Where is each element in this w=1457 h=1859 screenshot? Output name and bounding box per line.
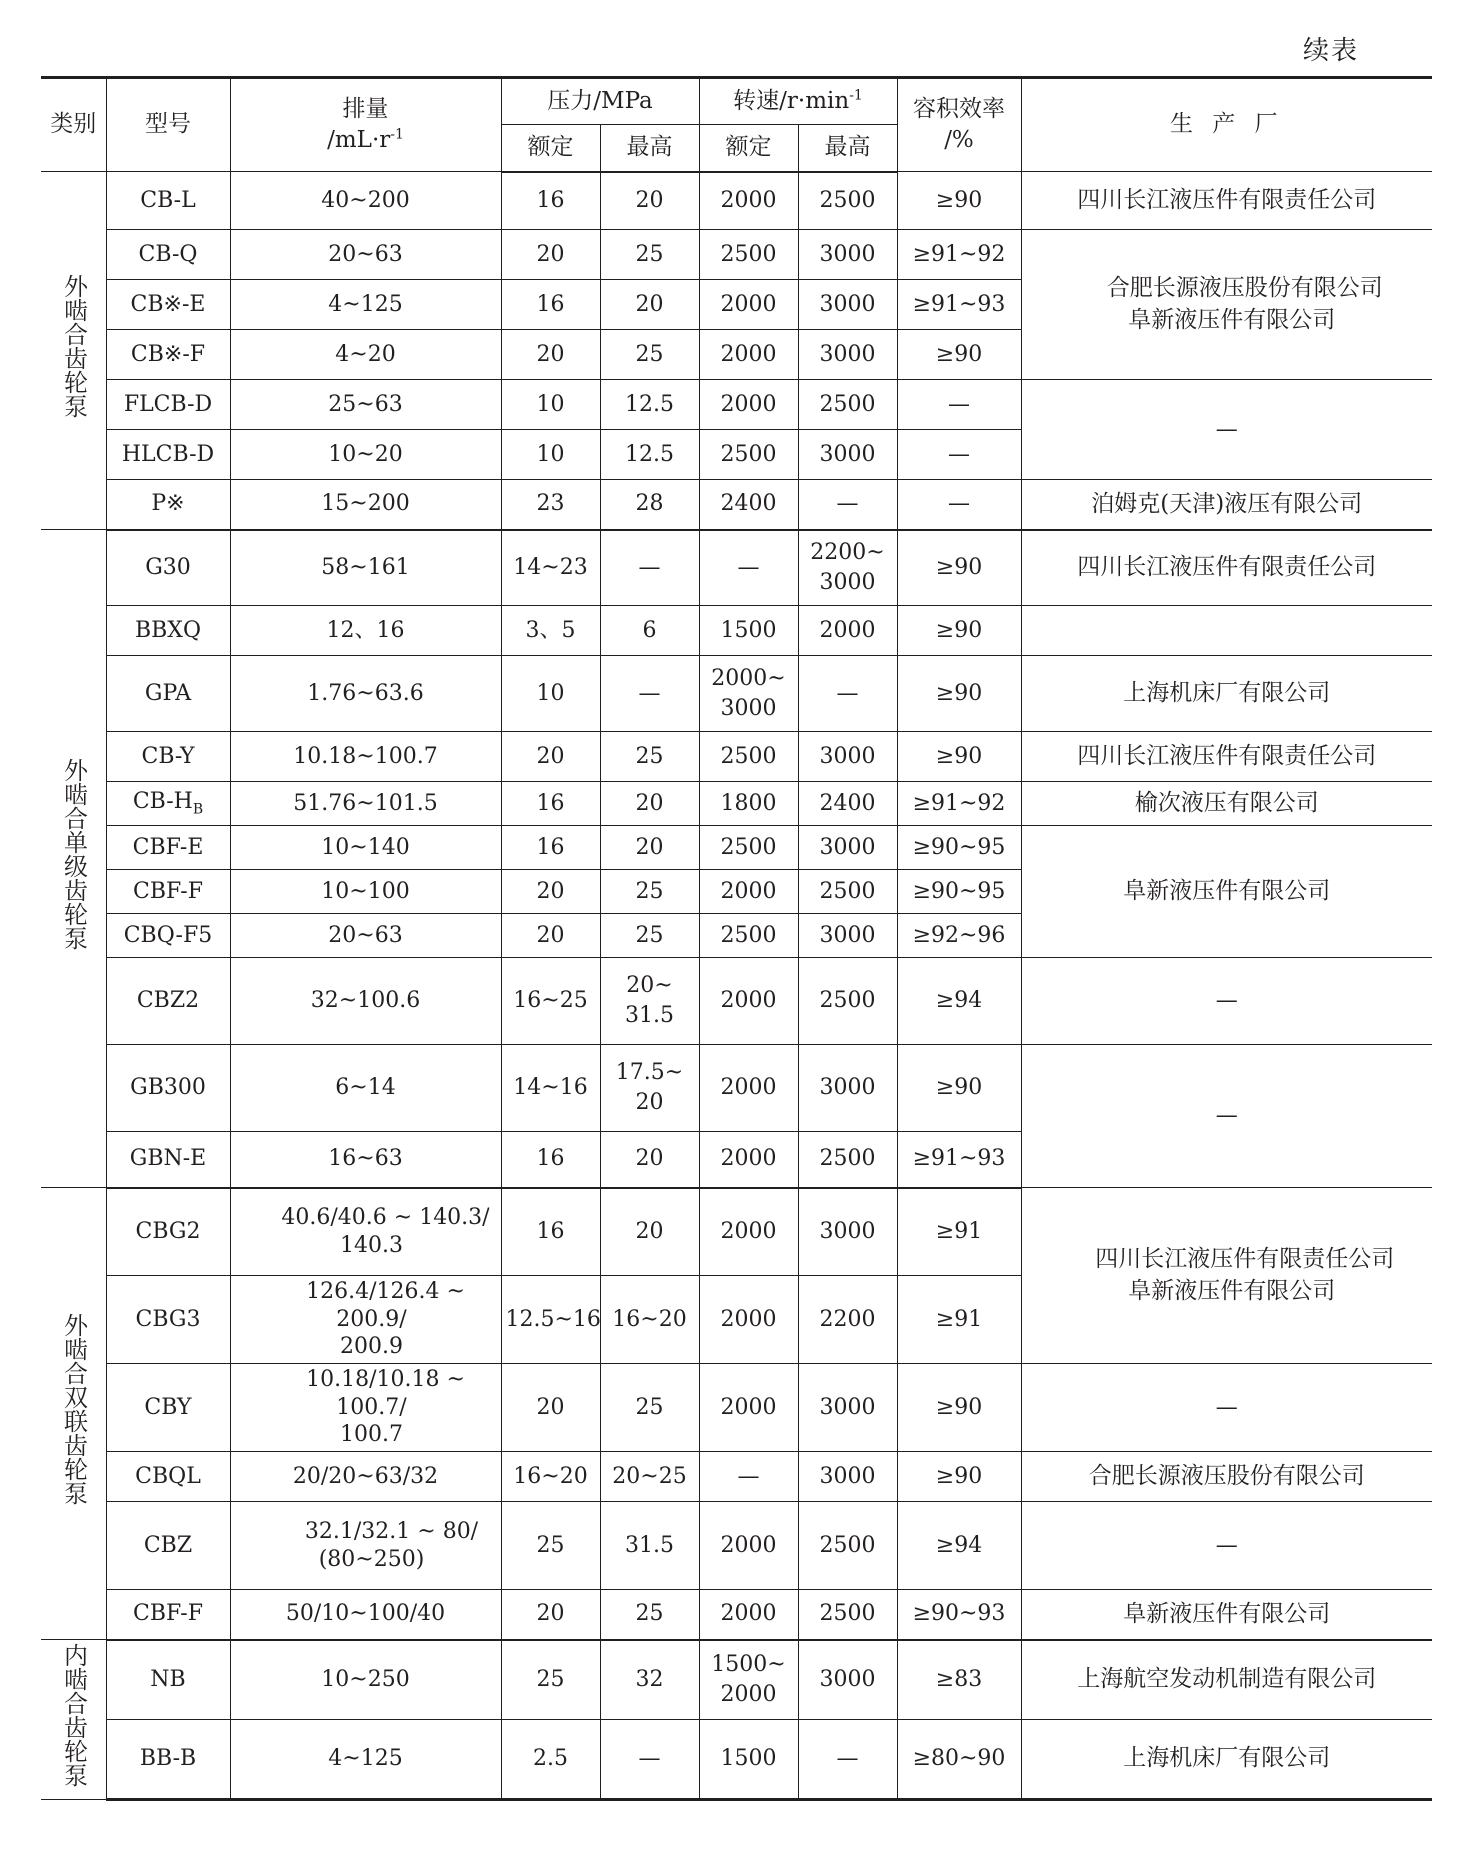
manufacturer-cell: 上海机床厂有限公司	[1021, 1720, 1432, 1800]
pressure-rated-cell: 14~16	[501, 1045, 600, 1132]
displacement-line: (80~250)	[318, 1546, 425, 1572]
speed-max-cell: 3000	[798, 826, 897, 870]
manufacturer-cell: 榆次液压有限公司	[1021, 782, 1432, 826]
pressure-max-cell: 16~20	[600, 1276, 699, 1364]
speed-rated-cell: 1500	[699, 1720, 798, 1800]
pressure-rated-cell: 16	[501, 782, 600, 826]
model-cell: CB-Q	[106, 230, 230, 280]
manufacturer-cell: 合肥长源液压股份有限公司	[1021, 1452, 1432, 1502]
pressure-rated-cell: 16~25	[501, 958, 600, 1045]
pressure-rated-cell: 20	[501, 230, 600, 280]
efficiency-cell: ≥90	[897, 606, 1021, 656]
speed-max-cell: 3000	[798, 230, 897, 280]
category-cell	[41, 530, 106, 1188]
displacement-cell: 4~125	[230, 1720, 501, 1800]
header-displacement-unit: /mL·r	[327, 127, 391, 153]
pressure-rated-cell: 10	[501, 656, 600, 732]
displacement-cell: 10~250	[230, 1640, 501, 1720]
speed-max-cell: —	[798, 1720, 897, 1800]
category-label: 内啮合齿轮泵	[59, 1643, 88, 1788]
pressure-max-cell: 25	[600, 230, 699, 280]
pressure-rated-cell: 10	[501, 430, 600, 480]
speed-rated-cell: 2000	[699, 1364, 798, 1452]
speed-max-cell: 3000	[798, 1188, 897, 1276]
displacement-cell: 58~161	[230, 530, 501, 606]
efficiency-cell: ≥90	[897, 732, 1021, 782]
pressure-max-cell: 25	[600, 1364, 699, 1452]
manufacturer-cell: 阜新液压件有限公司	[1021, 1590, 1432, 1640]
pressure-max-cell: 25	[600, 1590, 699, 1640]
manufacturer-cell	[1021, 606, 1432, 656]
model-cell: CBQ-F5	[106, 914, 230, 958]
efficiency-cell: ≥80~90	[897, 1720, 1021, 1800]
category-label: 外啮合齿轮泵	[59, 274, 88, 419]
efficiency-cell: ≥94	[897, 1502, 1021, 1590]
speed-max-cell: 2500	[798, 1132, 897, 1188]
displacement-line: 32.1/32.1 ~ 80/	[304, 1519, 479, 1544]
table-row	[41, 1364, 1432, 1452]
table-row	[41, 656, 1432, 732]
pressure-rated-cell: 20	[501, 1364, 600, 1452]
pressure-rated-cell: 20	[501, 914, 600, 958]
speed-max-cell: 3000	[798, 1640, 897, 1720]
displacement-cell: 10~100	[230, 870, 501, 914]
pressure-max-cell: 20	[600, 172, 699, 230]
speed-max-cell: 3000	[798, 1452, 897, 1502]
category-label: 外啮合双联齿轮泵	[59, 1313, 88, 1506]
group-external-gear-pump	[41, 172, 1432, 530]
table-row	[41, 606, 1432, 656]
speed-rated-cell: 2000	[699, 1590, 798, 1640]
speed-max-cell: 3000	[798, 330, 897, 380]
pressure-rated-cell: 25	[501, 1502, 600, 1590]
speed-rated-cell: 1800	[699, 782, 798, 826]
displacement-line: 100.7	[340, 1422, 403, 1448]
header-pressure: 压力/MPa	[501, 78, 699, 125]
pressure-rated-cell: 3、5	[501, 606, 600, 656]
table-row	[41, 172, 1432, 230]
displacement-cell	[230, 1364, 501, 1452]
displacement-line: 126.4/126.4 ~ 200.9/	[306, 1279, 465, 1332]
category-cell	[41, 172, 106, 530]
pressure-rated-cell: 16~20	[501, 1452, 600, 1502]
speed-rated-cell: 2000	[699, 172, 798, 230]
model-cell: CBF-F	[106, 1590, 230, 1640]
speed-rated-line: 2000~	[711, 665, 786, 691]
model-cell: CBF-E	[106, 826, 230, 870]
speed-rated-cell: 2000	[699, 380, 798, 430]
displacement-cell: 51.76~101.5	[230, 782, 501, 826]
pressure-max-cell: —	[600, 1720, 699, 1800]
pressure-max-line: 20~	[626, 973, 673, 999]
pressure-max-cell: 20	[600, 782, 699, 826]
table-row	[41, 1720, 1432, 1800]
category-cell	[41, 1188, 106, 1640]
manufacturer-line: 阜新液压件有限公司	[1128, 1277, 1336, 1304]
speed-rated-cell: 2500	[699, 826, 798, 870]
header-displacement	[230, 78, 501, 172]
model-cell: BBXQ	[106, 606, 230, 656]
table-row	[41, 1502, 1432, 1590]
model-cell: CBQL	[106, 1452, 230, 1502]
speed-rated-cell: 2000	[699, 958, 798, 1045]
displacement-cell: 4~125	[230, 280, 501, 330]
pressure-max-cell: —	[600, 530, 699, 606]
pressure-rated-cell: 16	[501, 1188, 600, 1276]
efficiency-cell: ≥90	[897, 530, 1021, 606]
speed-max-cell: 3000	[798, 732, 897, 782]
header-model: 型号	[106, 78, 230, 172]
speed-rated-cell	[699, 656, 798, 732]
table-row	[41, 826, 1432, 870]
model-cell: CBG2	[106, 1188, 230, 1276]
manufacturer-cell: —	[1021, 1502, 1432, 1590]
speed-rated-cell	[699, 1640, 798, 1720]
pressure-rated-cell: 20	[501, 732, 600, 782]
speed-rated-cell: 2000	[699, 1502, 798, 1590]
displacement-cell: 15~200	[230, 480, 501, 530]
displacement-line: 40.6/40.6 ~ 140.3/	[281, 1205, 490, 1231]
pressure-rated-cell: 16	[501, 172, 600, 230]
speed-max-cell: 2500	[798, 870, 897, 914]
speed-rated-line: 1500~	[711, 1652, 786, 1678]
manufacturer-cell: —	[1021, 1045, 1432, 1188]
pressure-rated-cell: 16	[501, 1132, 600, 1188]
displacement-cell: 1.76~63.6	[230, 656, 501, 732]
pressure-rated-cell: 12.5~16	[501, 1276, 600, 1364]
speed-max-cell: —	[798, 480, 897, 530]
pressure-rated-cell: 16	[501, 280, 600, 330]
speed-rated-cell: 2000	[699, 1276, 798, 1364]
displacement-cell: 4~20	[230, 330, 501, 380]
speed-rated-cell: —	[699, 1452, 798, 1502]
group-external-single-stage-gear-pump	[41, 530, 1432, 1188]
speed-rated-cell: 2000	[699, 330, 798, 380]
table-row	[41, 380, 1432, 430]
table-row	[41, 958, 1432, 1045]
model-cell: FLCB-D	[106, 380, 230, 430]
model-cell: HLCB-D	[106, 430, 230, 480]
model-cell: CB※-F	[106, 330, 230, 380]
efficiency-cell: ≥90	[897, 1452, 1021, 1502]
efficiency-cell: ≥94	[897, 958, 1021, 1045]
model-cell: P※	[106, 480, 230, 530]
speed-max-cell: 2500	[798, 380, 897, 430]
pressure-max-cell: 25	[600, 330, 699, 380]
model-cell: CB-L	[106, 172, 230, 230]
efficiency-cell: ≥90	[897, 172, 1021, 230]
efficiency-cell: ≥91~92	[897, 230, 1021, 280]
pressure-max-cell: 6	[600, 606, 699, 656]
displacement-cell: 25~63	[230, 380, 501, 430]
efficiency-cell: ≥92~96	[897, 914, 1021, 958]
header-pressure-max: 最高	[600, 125, 699, 172]
displacement-cell: 6~14	[230, 1045, 501, 1132]
pressure-rated-cell: 25	[501, 1640, 600, 1720]
model-cell: CB-Y	[106, 732, 230, 782]
pressure-max-cell: 20	[600, 1188, 699, 1276]
speed-max-cell: 2000	[798, 606, 897, 656]
manufacturer-cell	[1021, 230, 1432, 380]
manufacturer-cell: —	[1021, 380, 1432, 480]
pressure-rated-cell: 16	[501, 826, 600, 870]
model-cell: CBF-F	[106, 870, 230, 914]
pressure-max-cell: 12.5	[600, 380, 699, 430]
efficiency-cell: —	[897, 480, 1021, 530]
speed-max-line: 3000	[819, 569, 876, 595]
efficiency-cell: ≥91~92	[897, 782, 1021, 826]
pressure-max-cell	[600, 958, 699, 1045]
efficiency-cell: —	[897, 380, 1021, 430]
manufacturer-cell: 上海航空发动机制造有限公司	[1021, 1640, 1432, 1720]
pressure-max-cell: 20	[600, 826, 699, 870]
pressure-rated-cell: 10	[501, 380, 600, 430]
model-subscript: B	[192, 801, 204, 818]
manufacturer-line: 阜新液压件有限公司	[1128, 306, 1336, 333]
header-speed-label: 转速/r·min	[733, 87, 850, 114]
manufacturer-cell: 阜新液压件有限公司	[1021, 826, 1432, 958]
displacement-cell	[230, 1276, 501, 1364]
header-efficiency	[897, 78, 1021, 172]
displacement-cell: 16~63	[230, 1132, 501, 1188]
table-row	[41, 1045, 1432, 1132]
efficiency-cell: ≥90~93	[897, 1590, 1021, 1640]
category-label: 外啮合单级齿轮泵	[59, 758, 88, 951]
header-efficiency-unit: /%	[944, 127, 974, 153]
table-row	[41, 1452, 1432, 1502]
pressure-max-line: 20	[635, 1090, 664, 1115]
pressure-max-line: 17.5~	[615, 1060, 684, 1086]
efficiency-cell: ≥91	[897, 1188, 1021, 1276]
model-label: CB-H	[132, 789, 193, 815]
efficiency-cell: ≥90	[897, 1045, 1021, 1132]
efficiency-cell: ≥90	[897, 1364, 1021, 1452]
pressure-max-cell: 28	[600, 480, 699, 530]
speed-rated-cell: 2000	[699, 280, 798, 330]
displacement-cell: 20/20~63/32	[230, 1452, 501, 1502]
table-row	[41, 782, 1432, 826]
speed-rated-line: 3000	[720, 695, 777, 721]
efficiency-cell: —	[897, 430, 1021, 480]
manufacturer-cell: —	[1021, 1364, 1432, 1452]
header-category: 类别	[41, 78, 106, 172]
header-speed-max: 最高	[798, 125, 897, 172]
manufacturer-cell: 四川长江液压件有限责任公司	[1021, 172, 1432, 230]
pressure-rated-cell: 14~23	[501, 530, 600, 606]
pressure-max-cell: 25	[600, 870, 699, 914]
group-internal-gear-pump	[41, 1640, 1432, 1800]
speed-rated-cell: 1500	[699, 606, 798, 656]
speed-max-cell: 3000	[798, 1045, 897, 1132]
efficiency-cell: ≥90	[897, 656, 1021, 732]
table-row	[41, 1188, 1432, 1276]
pressure-rated-cell: 20	[501, 1590, 600, 1640]
pressure-max-cell: 25	[600, 732, 699, 782]
speed-max-cell: 2500	[798, 1502, 897, 1590]
speed-max-cell	[798, 530, 897, 606]
efficiency-cell: ≥83	[897, 1640, 1021, 1720]
displacement-cell: 20~63	[230, 914, 501, 958]
header-speed	[699, 78, 897, 125]
model-cell: CBG3	[106, 1276, 230, 1364]
header-displacement-label: 排量	[342, 95, 389, 122]
manufacturer-cell: 四川长江液压件有限责任公司	[1021, 530, 1432, 606]
speed-rated-cell: 2500	[699, 914, 798, 958]
efficiency-cell: ≥91~93	[897, 1132, 1021, 1188]
pressure-rated-cell: 20	[501, 330, 600, 380]
speed-rated-cell: 2500	[699, 430, 798, 480]
speed-max-line: 2200~	[810, 540, 885, 566]
header-speed-sup: -1	[849, 87, 863, 104]
speed-max-cell: 3000	[798, 430, 897, 480]
table-row	[41, 530, 1432, 606]
speed-rated-cell: 2400	[699, 480, 798, 530]
efficiency-cell: ≥90~95	[897, 870, 1021, 914]
table-continued-caption: 续表	[1302, 36, 1359, 66]
speed-rated-cell: 2500	[699, 732, 798, 782]
displacement-cell: 40~200	[230, 172, 501, 230]
pressure-max-cell: 12.5	[600, 430, 699, 480]
model-cell: NB	[106, 1640, 230, 1720]
table-row	[41, 1590, 1432, 1640]
speed-max-cell: 2200	[798, 1276, 897, 1364]
displacement-cell	[230, 1188, 501, 1276]
pressure-max-cell: 20	[600, 1132, 699, 1188]
pressure-max-cell: 20~25	[600, 1452, 699, 1502]
pressure-rated-cell: 20	[501, 870, 600, 914]
pressure-rated-cell: 23	[501, 480, 600, 530]
speed-max-cell: 2500	[798, 1590, 897, 1640]
table-row	[41, 1640, 1432, 1720]
speed-rated-cell: 2000	[699, 1188, 798, 1276]
manufacturer-cell: —	[1021, 958, 1432, 1045]
efficiency-cell: ≥91	[897, 1276, 1021, 1364]
header-manufacturer: 生 产 厂	[1021, 78, 1432, 172]
manufacturer-line: 四川长江液压件有限责任公司	[1095, 1246, 1395, 1273]
speed-max-cell: 3000	[798, 914, 897, 958]
manufacturer-cell: 上海机床厂有限公司	[1021, 656, 1432, 732]
model-cell: GBN-E	[106, 1132, 230, 1188]
displacement-cell: 50/10~100/40	[230, 1590, 501, 1640]
pressure-max-cell: —	[600, 656, 699, 732]
pressure-max-cell: 25	[600, 914, 699, 958]
speed-max-cell: 3000	[798, 280, 897, 330]
pressure-max-cell	[600, 1045, 699, 1132]
table-row	[41, 230, 1432, 280]
manufacturer-line: 合肥长源液压股份有限公司	[1106, 275, 1383, 302]
efficiency-cell: ≥90	[897, 330, 1021, 380]
header-speed-rated: 额定	[699, 125, 798, 172]
displacement-line: 140.3	[340, 1232, 403, 1258]
displacement-cell	[230, 1502, 501, 1590]
pressure-max-cell: 31.5	[600, 1502, 699, 1590]
displacement-cell: 12、16	[230, 606, 501, 656]
header-pressure-rated: 额定	[501, 125, 600, 172]
header-efficiency-label: 容积效率	[913, 95, 1005, 122]
speed-rated-cell: 2000	[699, 870, 798, 914]
speed-rated-cell: 2500	[699, 230, 798, 280]
manufacturer-cell: 四川长江液压件有限责任公司	[1021, 732, 1432, 782]
displacement-cell: 10~140	[230, 826, 501, 870]
speed-max-cell: 2500	[798, 172, 897, 230]
pressure-rated-cell: 2.5	[501, 1720, 600, 1800]
speed-max-cell: 2500	[798, 958, 897, 1045]
displacement-line: 200.9	[340, 1334, 403, 1360]
displacement-cell: 32~100.6	[230, 958, 501, 1045]
displacement-cell: 10~20	[230, 430, 501, 480]
speed-max-cell: 3000	[798, 1364, 897, 1452]
model-cell: CB※-E	[106, 280, 230, 330]
model-cell: CBY	[106, 1364, 230, 1452]
displacement-line: 10.18/10.18 ~ 100.7/	[306, 1367, 465, 1420]
displacement-cell: 10.18~100.7	[230, 732, 501, 782]
speed-rated-cell: —	[699, 530, 798, 606]
speed-rated-line: 2000	[720, 1681, 777, 1707]
speed-max-cell: 2400	[798, 782, 897, 826]
model-cell: GB300	[106, 1045, 230, 1132]
pressure-max-cell: 32	[600, 1640, 699, 1720]
speed-rated-cell: 2000	[699, 1045, 798, 1132]
manufacturer-cell	[1021, 1188, 1432, 1364]
header-displacement-unit-sup: -1	[390, 126, 404, 143]
efficiency-cell: ≥91~93	[897, 280, 1021, 330]
speed-max-cell: —	[798, 656, 897, 732]
speed-rated-cell: 2000	[699, 1132, 798, 1188]
model-cell: GPA	[106, 656, 230, 732]
category-cell	[41, 1640, 106, 1800]
pressure-max-cell: 20	[600, 280, 699, 330]
table-row	[41, 732, 1432, 782]
group-external-dual-gear-pump	[41, 1188, 1432, 1640]
gear-pump-spec-table	[41, 76, 1432, 1801]
model-cell: G30	[106, 530, 230, 606]
table-row	[41, 480, 1432, 530]
manufacturer-cell: 泊姆克(天津)液压有限公司	[1021, 480, 1432, 530]
displacement-cell: 20~63	[230, 230, 501, 280]
efficiency-cell: ≥90~95	[897, 826, 1021, 870]
pressure-max-line: 31.5	[625, 1003, 674, 1028]
model-cell: BB-B	[106, 1720, 230, 1800]
model-cell: CBZ2	[106, 958, 230, 1045]
model-cell: CBZ	[106, 1502, 230, 1590]
model-cell	[106, 782, 230, 826]
